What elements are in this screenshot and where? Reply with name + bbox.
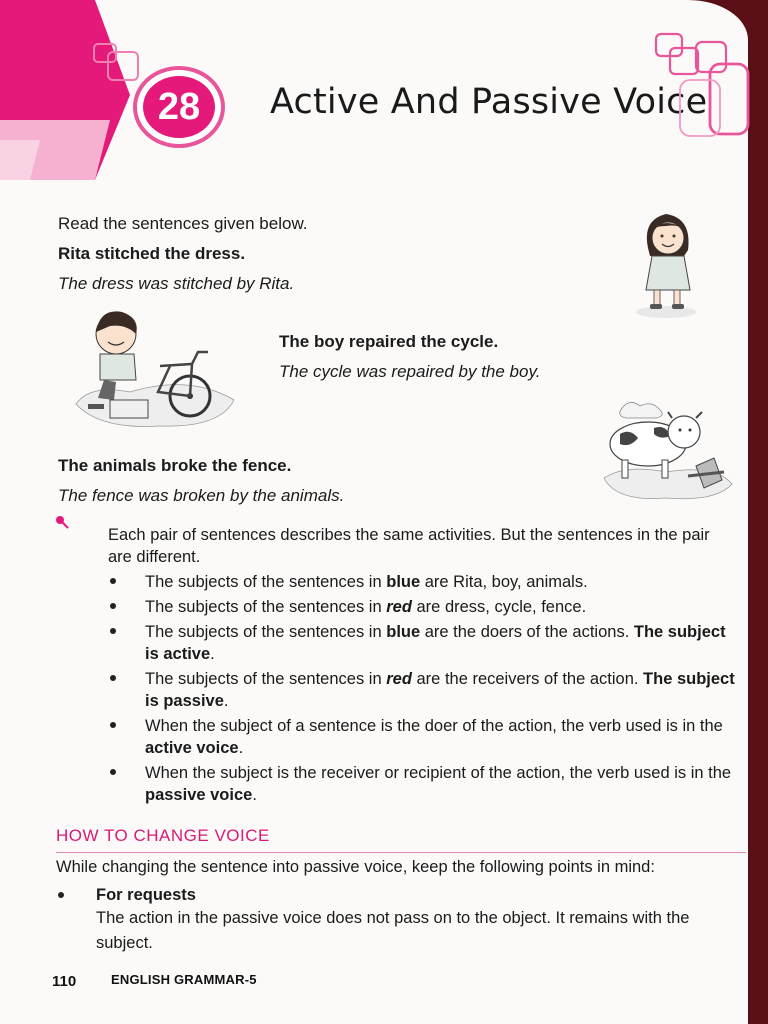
section-divider (56, 852, 746, 853)
list-item: The subjects of the sentences in blue are Rita, boy, animals. (108, 571, 738, 593)
section-intro: While changing the sentence into passive voice, keep the following points in mind: (56, 858, 655, 876)
deco-squares-left (90, 38, 150, 88)
list-item: The subjects of the sentences in red are the receivers of the action. The subject is passive. (108, 668, 738, 712)
item-text: The action in the passive voice does not pass on to the object. It remains with the subject. (96, 909, 690, 952)
boy-cycle-illustration (70, 304, 240, 434)
list-item: When the subject of a sentence is the doer of the action, the verb used is in the active voice. (108, 715, 738, 759)
section-heading: HOW TO CHANGE VOICE (56, 826, 270, 845)
list-item: When the subject is the receiver or recipient of the action, the verb used is in the passive voice. (108, 762, 738, 806)
cow-fence-illustration (596, 394, 736, 502)
page-number: 110 (52, 973, 77, 990)
pair1-active: Rita stitched the dress. (58, 244, 246, 263)
pair3-active: The animals broke the fence. (58, 456, 292, 475)
girl-illustration (626, 200, 708, 322)
section-list (56, 884, 736, 956)
explanation-lead: Each pair of sentences describes the same activities. But the sentences in the pair are different. (108, 526, 710, 566)
list-item: The subjects of the sentences in red are dress, cycle, fence. (108, 596, 738, 618)
deco-squares-right (640, 24, 750, 154)
pair3-passive: The fence was broken by the animals. (58, 486, 345, 505)
item-title: For requests (96, 886, 196, 904)
list-item: The subjects of the sentences in blue are the doers of the actions. The subject is active. (108, 621, 738, 665)
book-title: ENGLISH GRAMMAR-5 (111, 972, 257, 987)
chapter-title: Active And Passive Voice (270, 82, 708, 122)
explanation-block (108, 524, 738, 806)
pair2-active: The boy repaired the cycle. (279, 332, 499, 351)
chapter-number-badge (133, 66, 225, 148)
intro-text: Read the sentences given below. (58, 214, 308, 233)
list-item (56, 884, 736, 956)
chapter-number: 28 (143, 76, 215, 138)
pushpin-icon (54, 514, 70, 530)
header-pink-band (0, 0, 150, 180)
pair1-passive: The dress was stitched by Rita. (58, 274, 295, 293)
pair2-passive: The cycle was repaired by the boy. (279, 362, 541, 381)
